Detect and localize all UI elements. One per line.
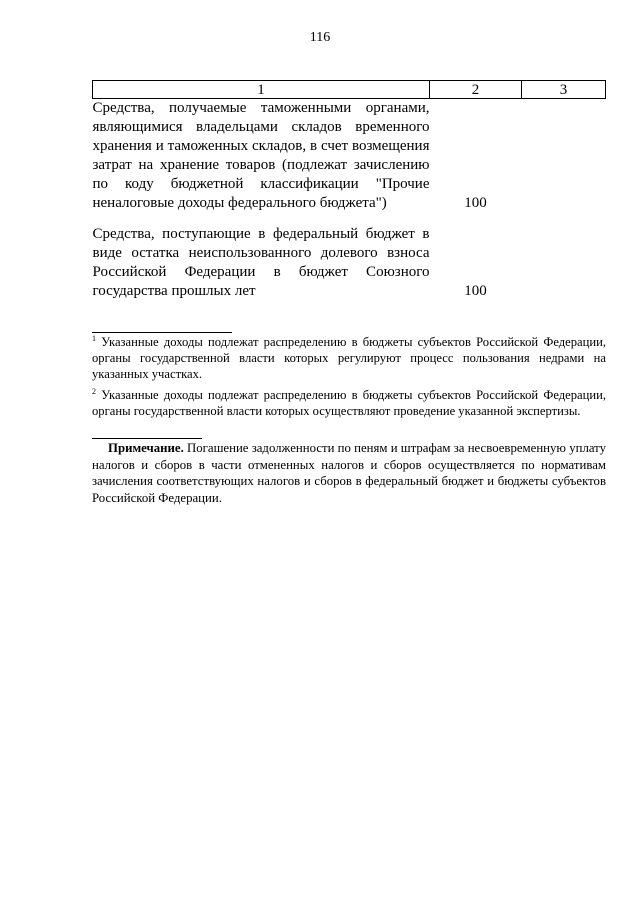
page-number: 116 [309,30,331,45]
column-header: 3 [522,81,606,99]
row-value-col2: 100 [464,195,487,211]
row-value-col2: 100 [464,283,487,299]
footnote-mark: 2 [92,387,96,396]
footnotes [92,334,606,424]
note [92,440,606,506]
footnote [92,387,606,419]
column-header: 1 [93,81,430,99]
table-row [93,225,606,301]
note-label: Примечание. [108,441,184,455]
note-text: Погашение задолженности по пеням и штрафам за несвоевременную уплату налогов и сборов в части отмененных налогов и сборов осуществляется по нормативам зачисления соответствующих налогов и сборов в федеральный бюджет и бюджеты субъектов Российской Федерации. [92,441,607,505]
footnote-separator [92,332,232,333]
note-separator [92,438,202,439]
revenue-table [92,80,606,301]
column-header: 2 [430,81,522,99]
footnote-text: Указанные доходы подлежат распределению в бюджеты субъектов Российской Федерации, органы государственной власти которых осуществляют проведение указанной экспертизы. [92,388,606,418]
footnote-text: Указанные доходы подлежат распределению в бюджеты субъектов Российской Федерации, органы государственной власти которых регулируют процесс пользования недрами на указанных участках. [92,335,606,381]
table-row [93,99,606,226]
table-header-row [93,81,606,99]
row-description: Средства, получаемые таможенными органами, являющимися владельцами складов временного хранения и таможенных складов, в счет возмещения затрат на хранение товаров (подлежат зачислению по коду бюджетной классификации "Прочие неналоговые доходы федерального бюджета") [92,100,430,211]
row-value-col3 [522,99,606,226]
row-value-col3 [522,225,606,301]
footnote-mark: 1 [92,334,96,343]
footnote [92,334,606,382]
row-description: Средства, поступающие в федеральный бюджет в виде остатка неиспользованного долевого взноса Российской Федерации в бюджет Союзного государства прошлых лет [92,226,430,299]
